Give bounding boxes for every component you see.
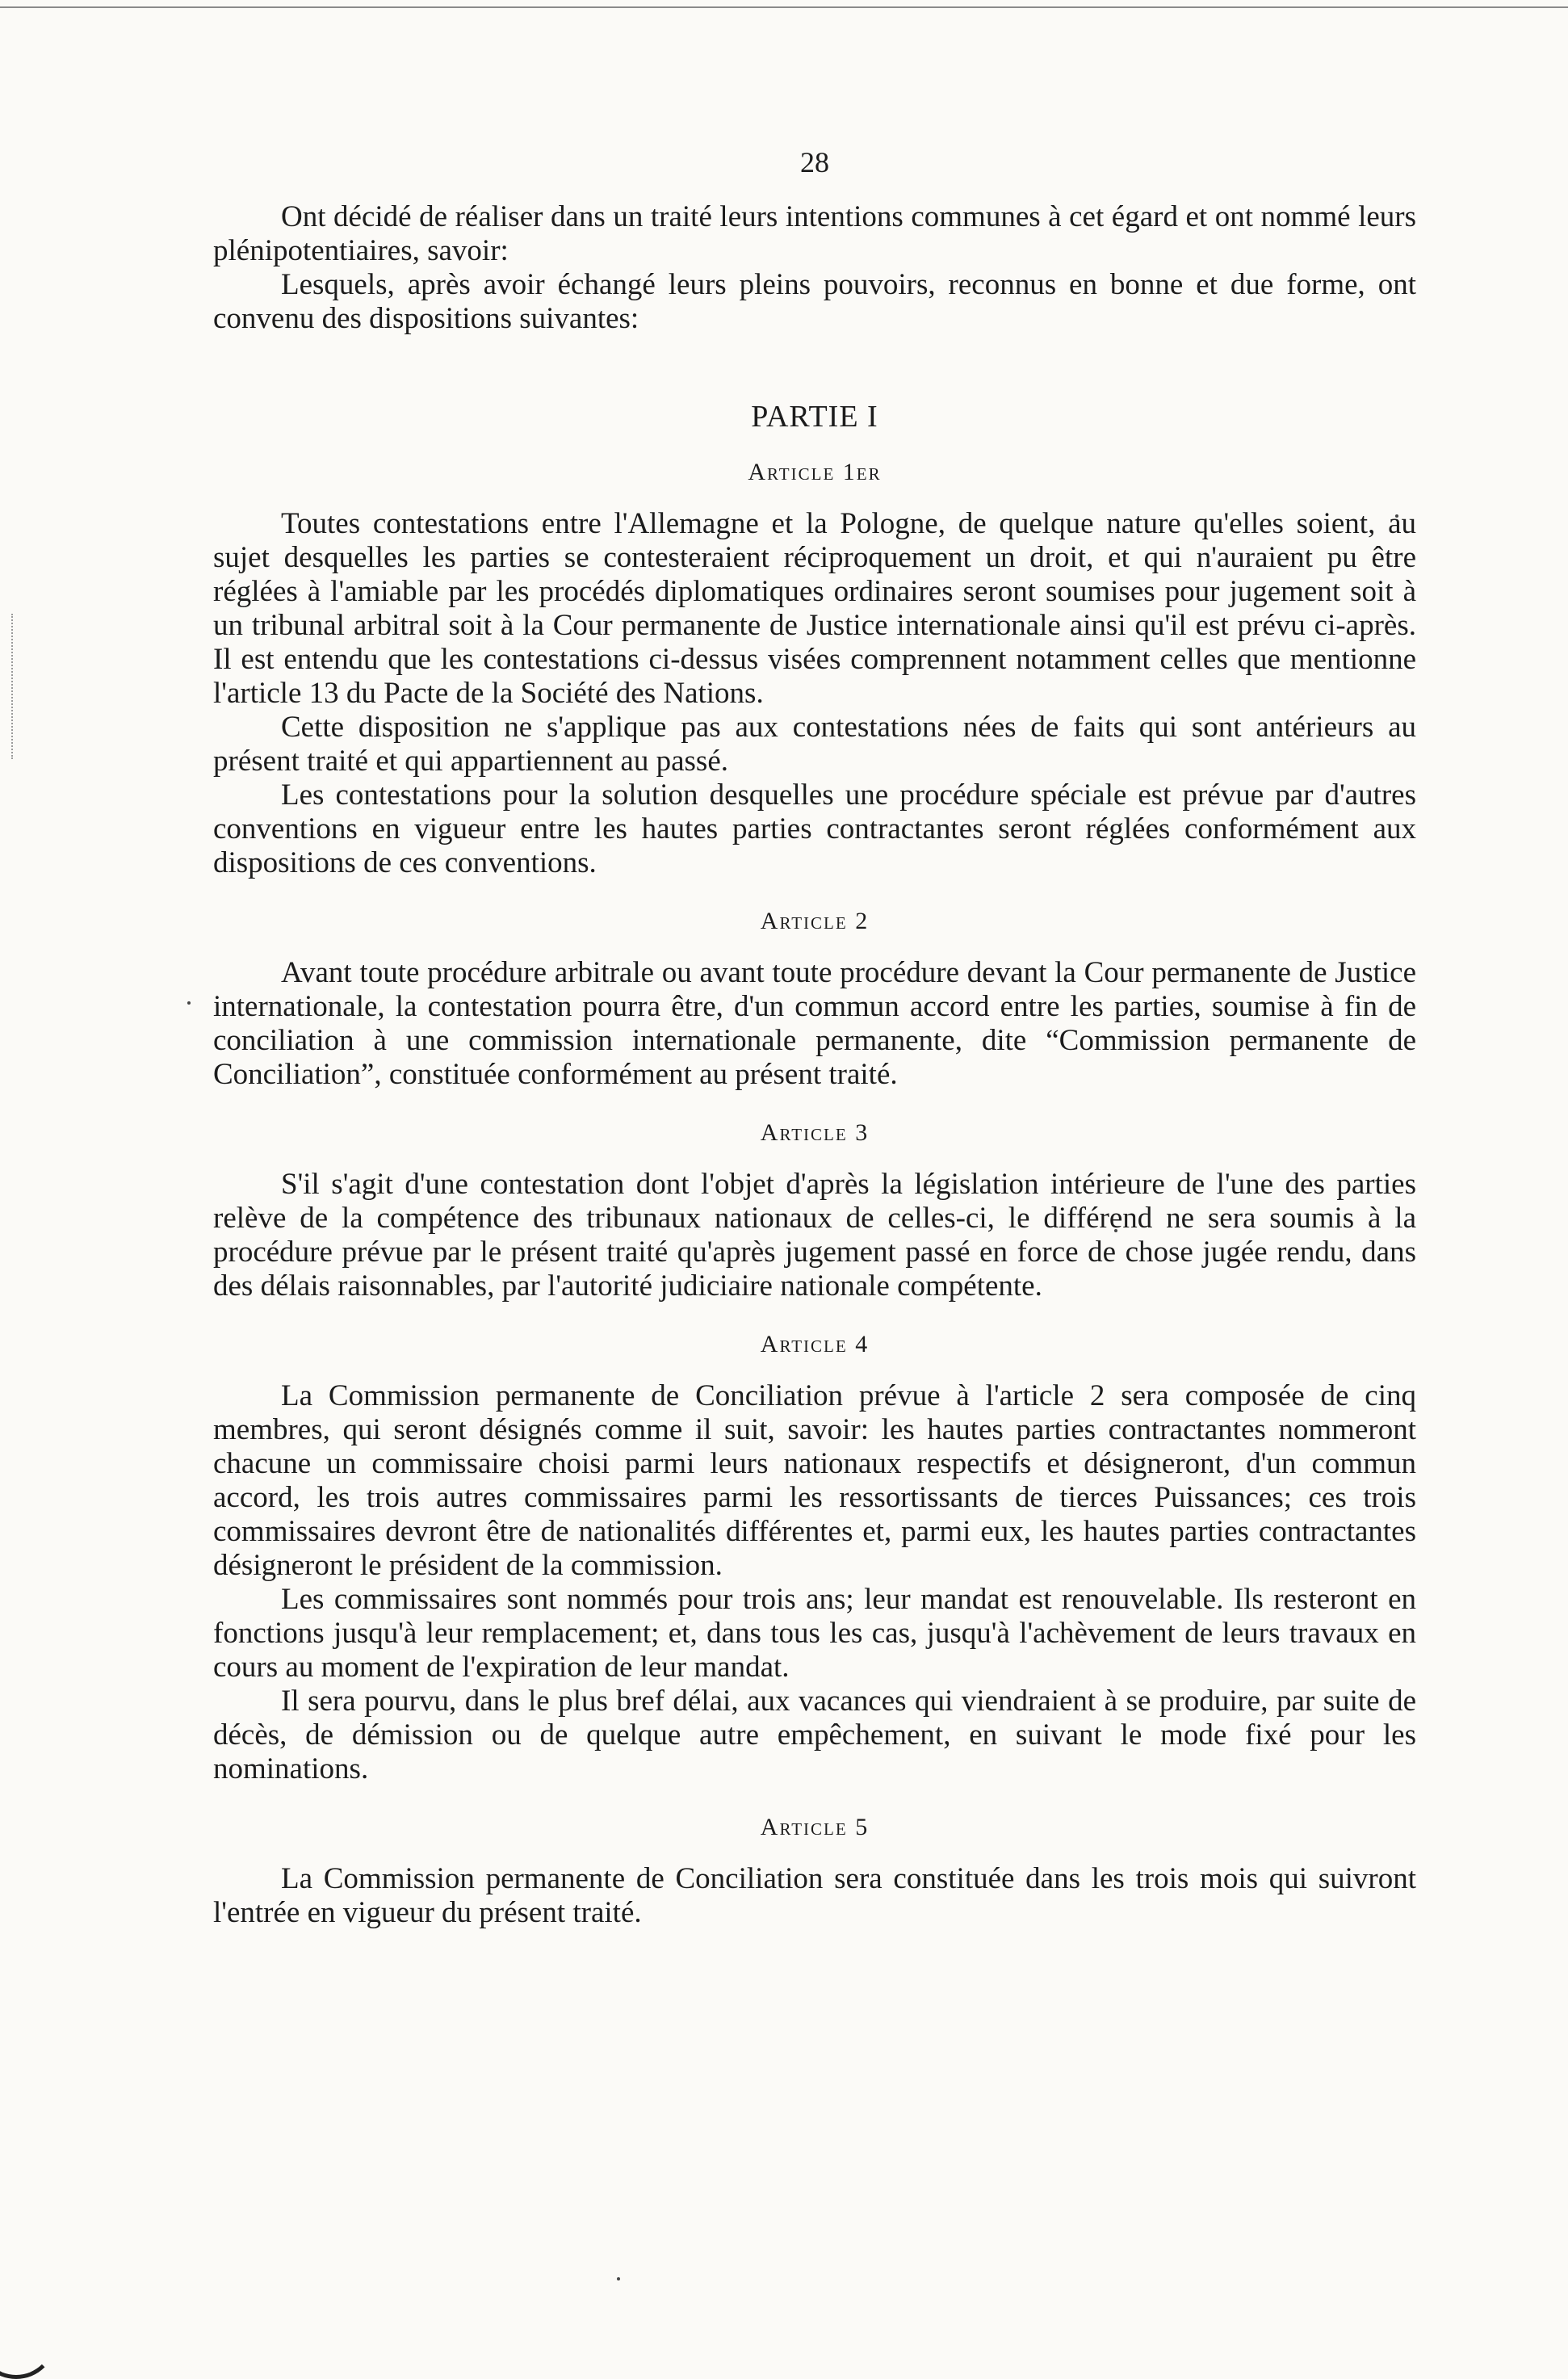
article-title: Article 4: [760, 1331, 870, 1357]
article-paragraph: S'il s'agit d'une contestation dont l'objet d'après la législation intérieure de l'une des parties relève de la compétence des tribunaux nationaux de celles-ci, le différend ne sera soumis à la procédure prévue par le présent traité qu'après jugement passé en force de chose jugée rendu, dans des délais raisonnables, par l'autorité judiciaire nationale compétente.: [213, 1168, 1416, 1303]
article-2: [213, 908, 1416, 1092]
intro-paragraph: Lesquels, après avoir échangé leurs pleins pouvoirs, reconnus en bonne et due forme, ont convenu des dispositions suivantes:: [213, 268, 1416, 335]
article-paragraph: Toutes contestations entre l'Allemagne et la Pologne, de quelque nature qu'elles soient, au sujet desquelles les parties se contesteraient réciproquement un droit, et qui n'auraient pu être réglées à l'amiable par les procédés diplomatiques ordinaires seront soumises pour jugement soit à un tribunal arbitral soit à la Cour permanente de Justice internationale ainsi qu'il est prévu ci-après. Il est entendu que les contestations ci-dessus visées comprennent notamment celles que mentionne l'article 13 du Pacte de la Société des Nations.: [213, 507, 1416, 710]
part-title: PARTIE I: [751, 400, 878, 434]
article-paragraph: Les contestations pour la solution desquelles une procédure spéciale est prévue par d'autres conventions en vigueur entre les hautes parties contractantes seront réglées conformément aux dispositions de ces conventions.: [213, 778, 1416, 879]
scan-top-rule: [0, 0, 1568, 8]
article-paragraph: Il sera pourvu, dans le plus bref délai, aux vacances qui viendraient à se produire, par suite de décès, de démission ou de quelque autre empêchement, en suivant le mode fixé pour les nominations.: [213, 1685, 1416, 1785]
article-title: Article 1er: [748, 459, 882, 485]
article-paragraph: Cette disposition ne s'applique pas aux contestations nées de faits qui sont antérieurs au présent traité et qui appartiennent au passé.: [213, 711, 1416, 778]
scan-margin-marks: [11, 614, 15, 759]
article-title: Article 3: [760, 1119, 870, 1146]
article-paragraph: Les commissaires sont nommés pour trois ans; leur mandat est renouvelable. Ils resteront en fonctions jusqu'à leur remplacement; et, dans tous les cas, jusqu'à l'achèvement de leurs travaux en cours au moment de l'expiration de leur mandat.: [213, 1583, 1416, 1684]
article-paragraph: La Commission permanente de Conciliation sera constituée dans les trois mois qui suivront l'entrée en vigueur du présent traité.: [213, 1862, 1416, 1929]
intro-paragraph: Ont décidé de réaliser dans un traité leurs intentions communes à cet égard et ont nommé leurs plénipotentiaires, savoir:: [213, 200, 1416, 267]
article-4: [213, 1331, 1416, 1786]
intro-section: [213, 200, 1416, 336]
article-title: Article 5: [760, 1814, 870, 1840]
document-page: [213, 145, 1416, 1930]
page-number: 28: [800, 146, 829, 178]
article-paragraph: Avant toute procédure arbitrale ou avant toute procédure devant la Cour permanente de Justice internationale, la contestation pourra être, d'un commun accord entre les parties, soumise à fin de conciliation à une commission internationale permanente, dite “Commission permanente de Conciliation”, constituée conformément au présent traité.: [213, 956, 1416, 1091]
speck: [617, 2277, 620, 2280]
article-paragraph: La Commission permanente de Conciliation prévue à l'article 2 sera composée de cinq membres, qui seront désignés comme il suit, savoir: les hautes parties contractantes nommeront chacune un commissaire choisi parmi leurs nationaux respectifs et désigneront, d'un commun accord, les trois autres commissaires parmi les ressortissants de tierces Puissances; ces trois commissaires devront être de nationalités différentes et, parmi eux, les hautes parties contractantes désigneront le président de la commission.: [213, 1379, 1416, 1582]
speck: [187, 1001, 191, 1005]
article-3: [213, 1119, 1416, 1303]
article-1: [213, 459, 1416, 880]
article-title: Article 2: [760, 908, 870, 934]
article-5: [213, 1814, 1416, 1930]
scan-corner-mark: [0, 2298, 57, 2379]
